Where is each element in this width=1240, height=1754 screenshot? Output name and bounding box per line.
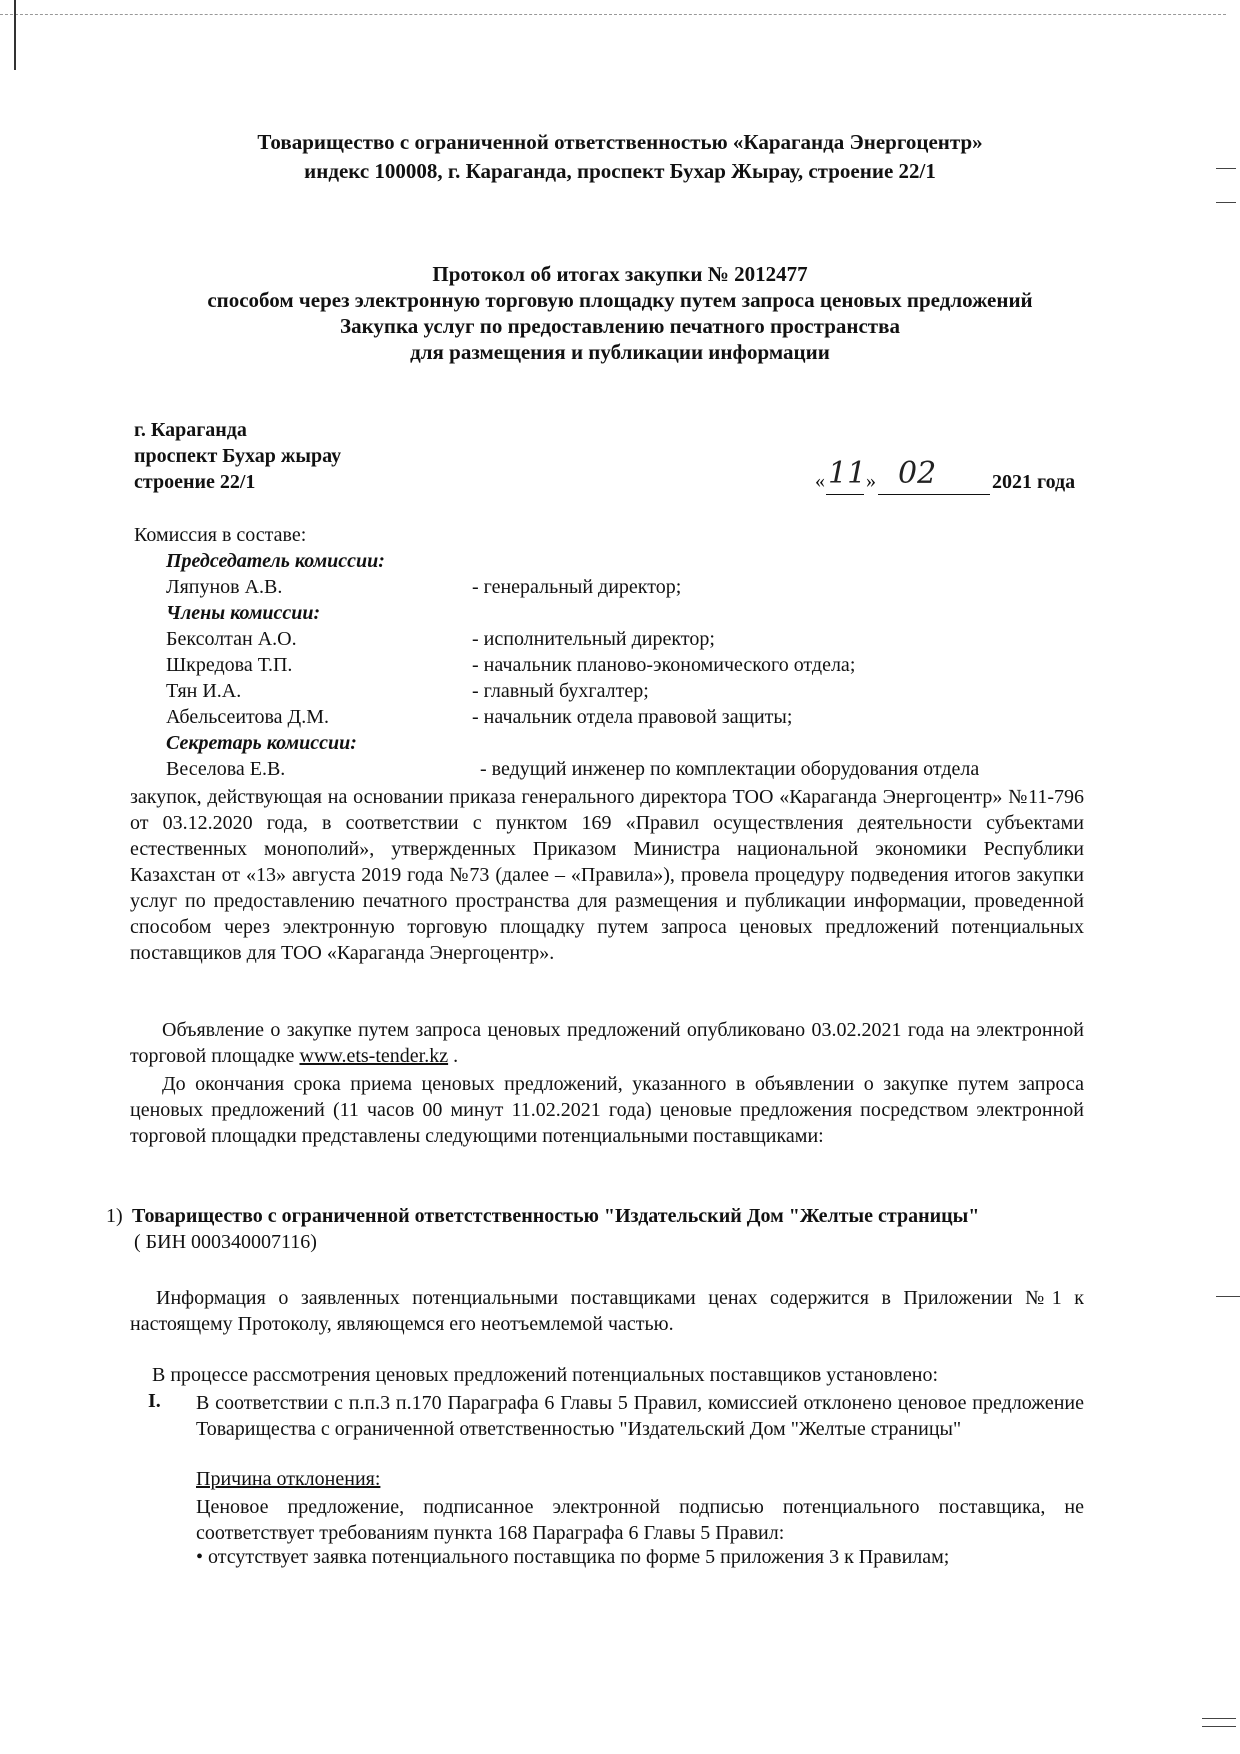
ets-tender-link[interactable]: www.ets-tender.kz (299, 1045, 449, 1067)
announcement-text-end: . (448, 1045, 459, 1067)
scan-tick (1202, 1726, 1236, 1727)
secretary-role: - ведущий инженер по комплектации оборудования отдела (480, 758, 980, 780)
members-heading: Члены комиссии: (166, 602, 321, 624)
member-role: - главный бухгалтер; (472, 680, 649, 702)
scan-tick (1216, 202, 1236, 203)
rejection-reason-heading: Причина отклонения: (196, 1468, 381, 1490)
date-year: 2021 года (992, 471, 1076, 493)
commission-paragraph: закупок, действующая на основании приказа генерального директора ТОО «Караганда Энергоцентр» №11-796 от 03.12.2020 года, в соответствии с пунктом 169 «Правил осуществления деятельности субъектами естественных монополий», утвержденных Приказом Министра национальной экономики Республики Казахстан от «13» августа 2019 года №73 (далее – «Правила»), провела процедуру подведения итогов закупки услуг по предоставлению печатного пространства для размещения и публикации информации, проведенной способом через электронную торговую площадку путем запроса ценовых предложений потенциальных поставщиков для ТОО «Караганда Энергоцентр». (130, 786, 1084, 964)
scan-tick (1216, 1296, 1240, 1297)
member-role: - начальник отдела правовой защиты; (472, 706, 793, 728)
review-item-text: В соответствии с п.п.3 п.170 Параграфа 6 Главы 5 Правил, комиссией отклонено ценовое предложение Товарищества с ограниченной ответственностью "Издательский Дом "Желтые страницы" (196, 1392, 1084, 1440)
scan-tick (1202, 1718, 1236, 1719)
announcement-paragraph (130, 1017, 1084, 1069)
chair-heading: Председатель комиссии: (166, 550, 385, 572)
scan-edge-top (0, 14, 1226, 15)
organization-address: индекс 100008, г. Караганда, проспект Бухар Жырау, строение 22/1 (304, 159, 936, 183)
member-name: Абельсеитова Д.М. (166, 706, 329, 728)
member-role: - исполнительный директор; (472, 628, 715, 650)
supplier-name: Товарищество с ограниченной ответстственностью "Издательский Дом "Желтые страницы" (132, 1205, 980, 1227)
protocol-subject: Закупка услуг по предоставлению печатного пространства (340, 314, 900, 338)
member-name: Бексолтан А.О. (166, 628, 297, 650)
member-name: Шкредова Т.П. (166, 654, 293, 676)
supplier-number: 1) (106, 1205, 123, 1227)
date-month-underline (878, 494, 990, 495)
member-name: Тян И.А. (166, 680, 242, 702)
supplier-bin: ( БИН 000340007116) (134, 1231, 317, 1253)
date-day-handwritten: 11 (828, 456, 867, 491)
chair-role: - генеральный директор; (472, 576, 682, 598)
info-paragraph: Информация о заявленных потенциальными поставщиками ценах содержится в Приложении №1 к настоящему Протоколу, являющемся его неотъемлемой частью. (130, 1287, 1084, 1335)
scan-edge-left (14, 0, 16, 70)
place-street: проспект Бухар жырау (134, 445, 342, 467)
date-day-underline (826, 494, 864, 495)
commission-intro: Комиссия в составе: (134, 524, 307, 546)
organization-name: Товарищество с ограниченной ответственностью «Караганда Энергоцентр» (257, 130, 983, 154)
protocol-title: Протокол об итогах закупки № 2012477 (432, 262, 808, 286)
secretary-name: Веселова Е.В. (166, 758, 286, 780)
place-building: строение 22/1 (134, 471, 256, 493)
review-intro: В процессе рассмотрения ценовых предложений потенциальных поставщиков установлено: (152, 1364, 938, 1386)
place-city: г. Караганда (134, 419, 247, 441)
rejection-reason-text: Ценовое предложение, подписанное электронной подписью потенциального поставщика, не соответствует требованиям пункта 168 Параграфа 6 Главы 5 Правил: (196, 1496, 1084, 1544)
deadline-paragraph: До окончания срока приема ценовых предложений, указанного в объявлении о закупке путем запроса ценовых предложений (11 часов 00 минут 11.02.2021 года) ценовые предложения посредством электронной торговой площадки представлены следующими потенциальными поставщиками: (130, 1073, 1084, 1147)
date-open-quote: « (815, 470, 825, 492)
secretary-heading: Секретарь комиссии: (166, 732, 357, 754)
date-month-handwritten: 02 (898, 456, 937, 491)
date-close-quote: » (866, 470, 876, 492)
chair-name: Ляпунов А.В. (166, 576, 283, 598)
review-item-number: I. (148, 1390, 161, 1412)
protocol-subject-cont: для размещения и публикации информации (410, 340, 830, 364)
member-role: - начальник планово-экономического отдела; (472, 654, 856, 676)
protocol-method: способом через электронную торговую площадку путем запроса ценовых предложений (207, 288, 1033, 312)
announcement-text: Объявление о закупке путем запроса ценовых предложений опубликовано 03.02.2021 года на электронной торговой площадке (130, 1019, 1084, 1067)
rejection-bullet: • отсутствует заявка потенциального поставщика по форме 5 приложения 3 к Правилам; (196, 1546, 950, 1568)
